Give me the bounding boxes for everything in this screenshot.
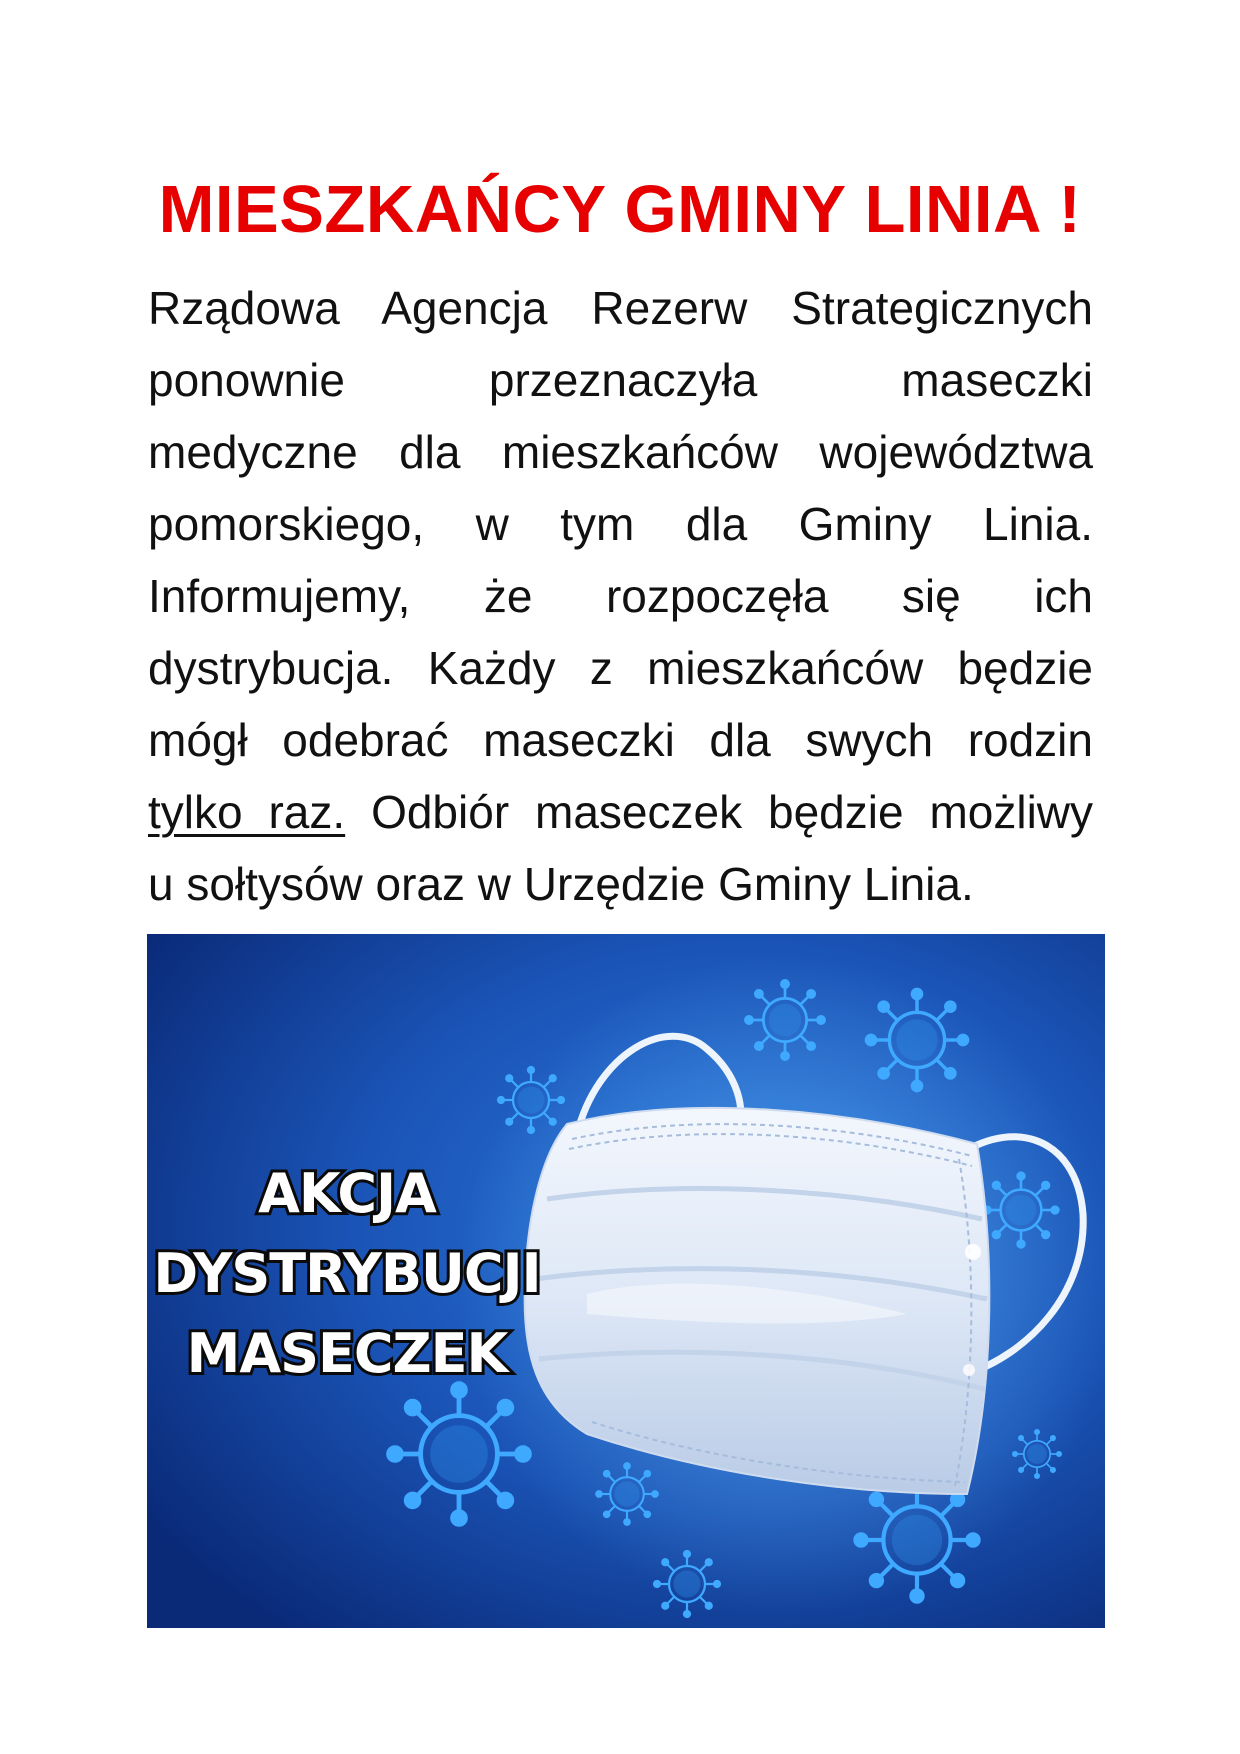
- underlined-emphasis: tylko raz.: [148, 786, 346, 838]
- banner-text-line3: MASECZEK: [186, 1322, 508, 1385]
- virus-icon: [498, 1067, 564, 1133]
- virus-icon: [654, 1551, 720, 1617]
- virus-icon: [984, 1173, 1059, 1248]
- notice-line: dystrybucja. Każdy z mieszkańców będzie: [148, 642, 1093, 694]
- virus-icon: [1013, 1430, 1061, 1478]
- notice-paragraph: [148, 272, 1093, 920]
- notice-line: Informujemy, że rozpoczęła się ich: [148, 570, 1093, 622]
- page-title: MIESZKAŃCY GMINY LINIA !: [158, 172, 1082, 247]
- notice-line: medyczne dla mieszkańców województwa: [148, 426, 1093, 478]
- virus-icon: [855, 1478, 978, 1601]
- banner-graphic: [147, 934, 1105, 1628]
- notice-line: ponownie przeznaczyła maseczki: [148, 354, 1093, 406]
- virus-icon: [596, 1463, 658, 1525]
- notice-line: mógł odebrać maseczki dla swych rodzin: [148, 714, 1093, 766]
- notice-line-last: u sołtysów oraz w Urzędzie Gminy Linia.: [148, 858, 974, 910]
- virus-icon: [389, 1384, 530, 1525]
- virus-icon: [866, 989, 967, 1090]
- notice-line: [148, 776, 1093, 848]
- virus-icon: [745, 980, 824, 1059]
- notice-line: Rządowa Agencja Rezerw Strategicznych: [148, 282, 1093, 334]
- banner-text-line1: AKCJA: [258, 1162, 436, 1225]
- notice-line-rest: Odbiór maseczek będzie możliwy: [345, 786, 1094, 838]
- mask-distribution-banner: [147, 934, 1105, 1628]
- banner-text-line2: DYSTRYBUCJI: [153, 1242, 541, 1305]
- notice-line: pomorskiego, w tym dla Gminy Linia.: [148, 498, 1093, 550]
